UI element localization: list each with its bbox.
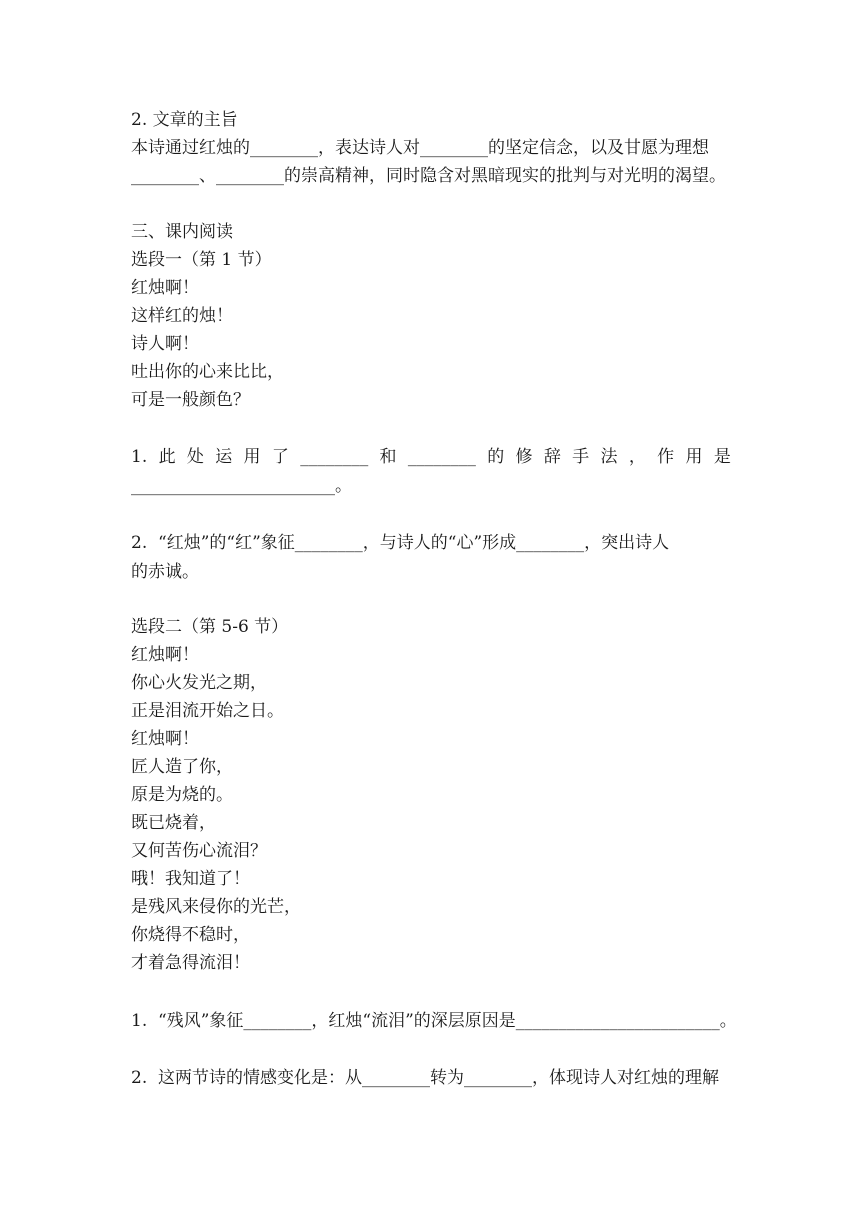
poem-line: 才着急得流泪！ — [131, 953, 250, 973]
question-token: 处 — [186, 447, 204, 467]
question-token: 和 — [379, 447, 397, 467]
poem-line: 匠人造了你， — [131, 757, 233, 777]
poem-line: 既已烧着， — [131, 813, 216, 833]
poem-line: 红烛啊！ — [131, 645, 199, 665]
poem-line: 可是一般颜色？ — [131, 390, 250, 410]
poem-line: 你烧得不稳时， — [131, 925, 250, 945]
question-token: 1. — [131, 447, 148, 467]
section-2-line-1: 本诗通过红烛的________，表达诗人对________的坚定信念，以及甘愿为理想 — [131, 138, 709, 158]
question-token: 辞 — [543, 447, 561, 467]
section-3-heading: 三、课内阅读 — [131, 222, 233, 242]
poem-line: 正是泪流开始之日。 — [131, 701, 284, 721]
excerpt-2-question-1: 1. “残风”象征________，红烛“流泪”的深层原因是________________________。 — [131, 1011, 737, 1031]
poem-line: 这样红的烛！ — [131, 306, 233, 326]
excerpt-1-question-2-continued: 的赤诚。 — [131, 562, 199, 582]
answer-blank: ________ — [407, 447, 476, 467]
poem-line: 原是为烧的。 — [131, 785, 233, 805]
question-token: 法 — [600, 447, 618, 467]
question-token: 用 — [243, 447, 261, 467]
question-token: 修 — [515, 447, 533, 467]
poem-line: 诗人啊！ — [131, 334, 199, 354]
question-token: 的 — [487, 447, 505, 467]
poem-line: 你心火发光之期， — [131, 673, 267, 693]
poem-line: 哦！我知道了！ — [131, 869, 250, 889]
answer-blank: ________ — [300, 447, 369, 467]
poem-line: 又何苦伤心流泪？ — [131, 841, 267, 861]
question-token: 手 — [572, 447, 590, 467]
excerpt-2-question-2: 2. 这两节诗的情感变化是：从________转为________，体现诗人对红烛的理解 — [131, 1068, 720, 1088]
question-token: 用 — [685, 447, 703, 467]
excerpt-1-question-1 — [131, 447, 731, 467]
poem-line: 红烛啊！ — [131, 729, 199, 749]
excerpt-1-question-1-continued: ________________________。 — [131, 476, 352, 496]
question-token: 运 — [215, 447, 233, 467]
section-2-heading: 2. 文章的主旨 — [131, 110, 238, 130]
poem-line: 吐出你的心来比比， — [131, 362, 284, 382]
question-token: 此 — [158, 447, 176, 467]
question-token: 作 — [657, 447, 675, 467]
excerpt-2-title: 选段二（第 5-6 节） — [131, 617, 289, 637]
section-2-line-2: ________、________的崇高精神，同时隐含对黑暗现实的批判与对光明的渴望。 — [131, 166, 726, 186]
question-token: ， — [628, 447, 646, 467]
poem-line: 红烛啊！ — [131, 278, 199, 298]
question-token: 了 — [271, 447, 289, 467]
excerpt-1-title: 选段一（第 1 节） — [131, 250, 272, 270]
poem-line: 是残风来侵你的光芒， — [131, 897, 301, 917]
question-token: 是 — [713, 447, 731, 467]
excerpt-1-question-2: 2. “红烛”的“红”象征________，与诗人的“心”形成________，突出诗人 — [131, 533, 670, 553]
